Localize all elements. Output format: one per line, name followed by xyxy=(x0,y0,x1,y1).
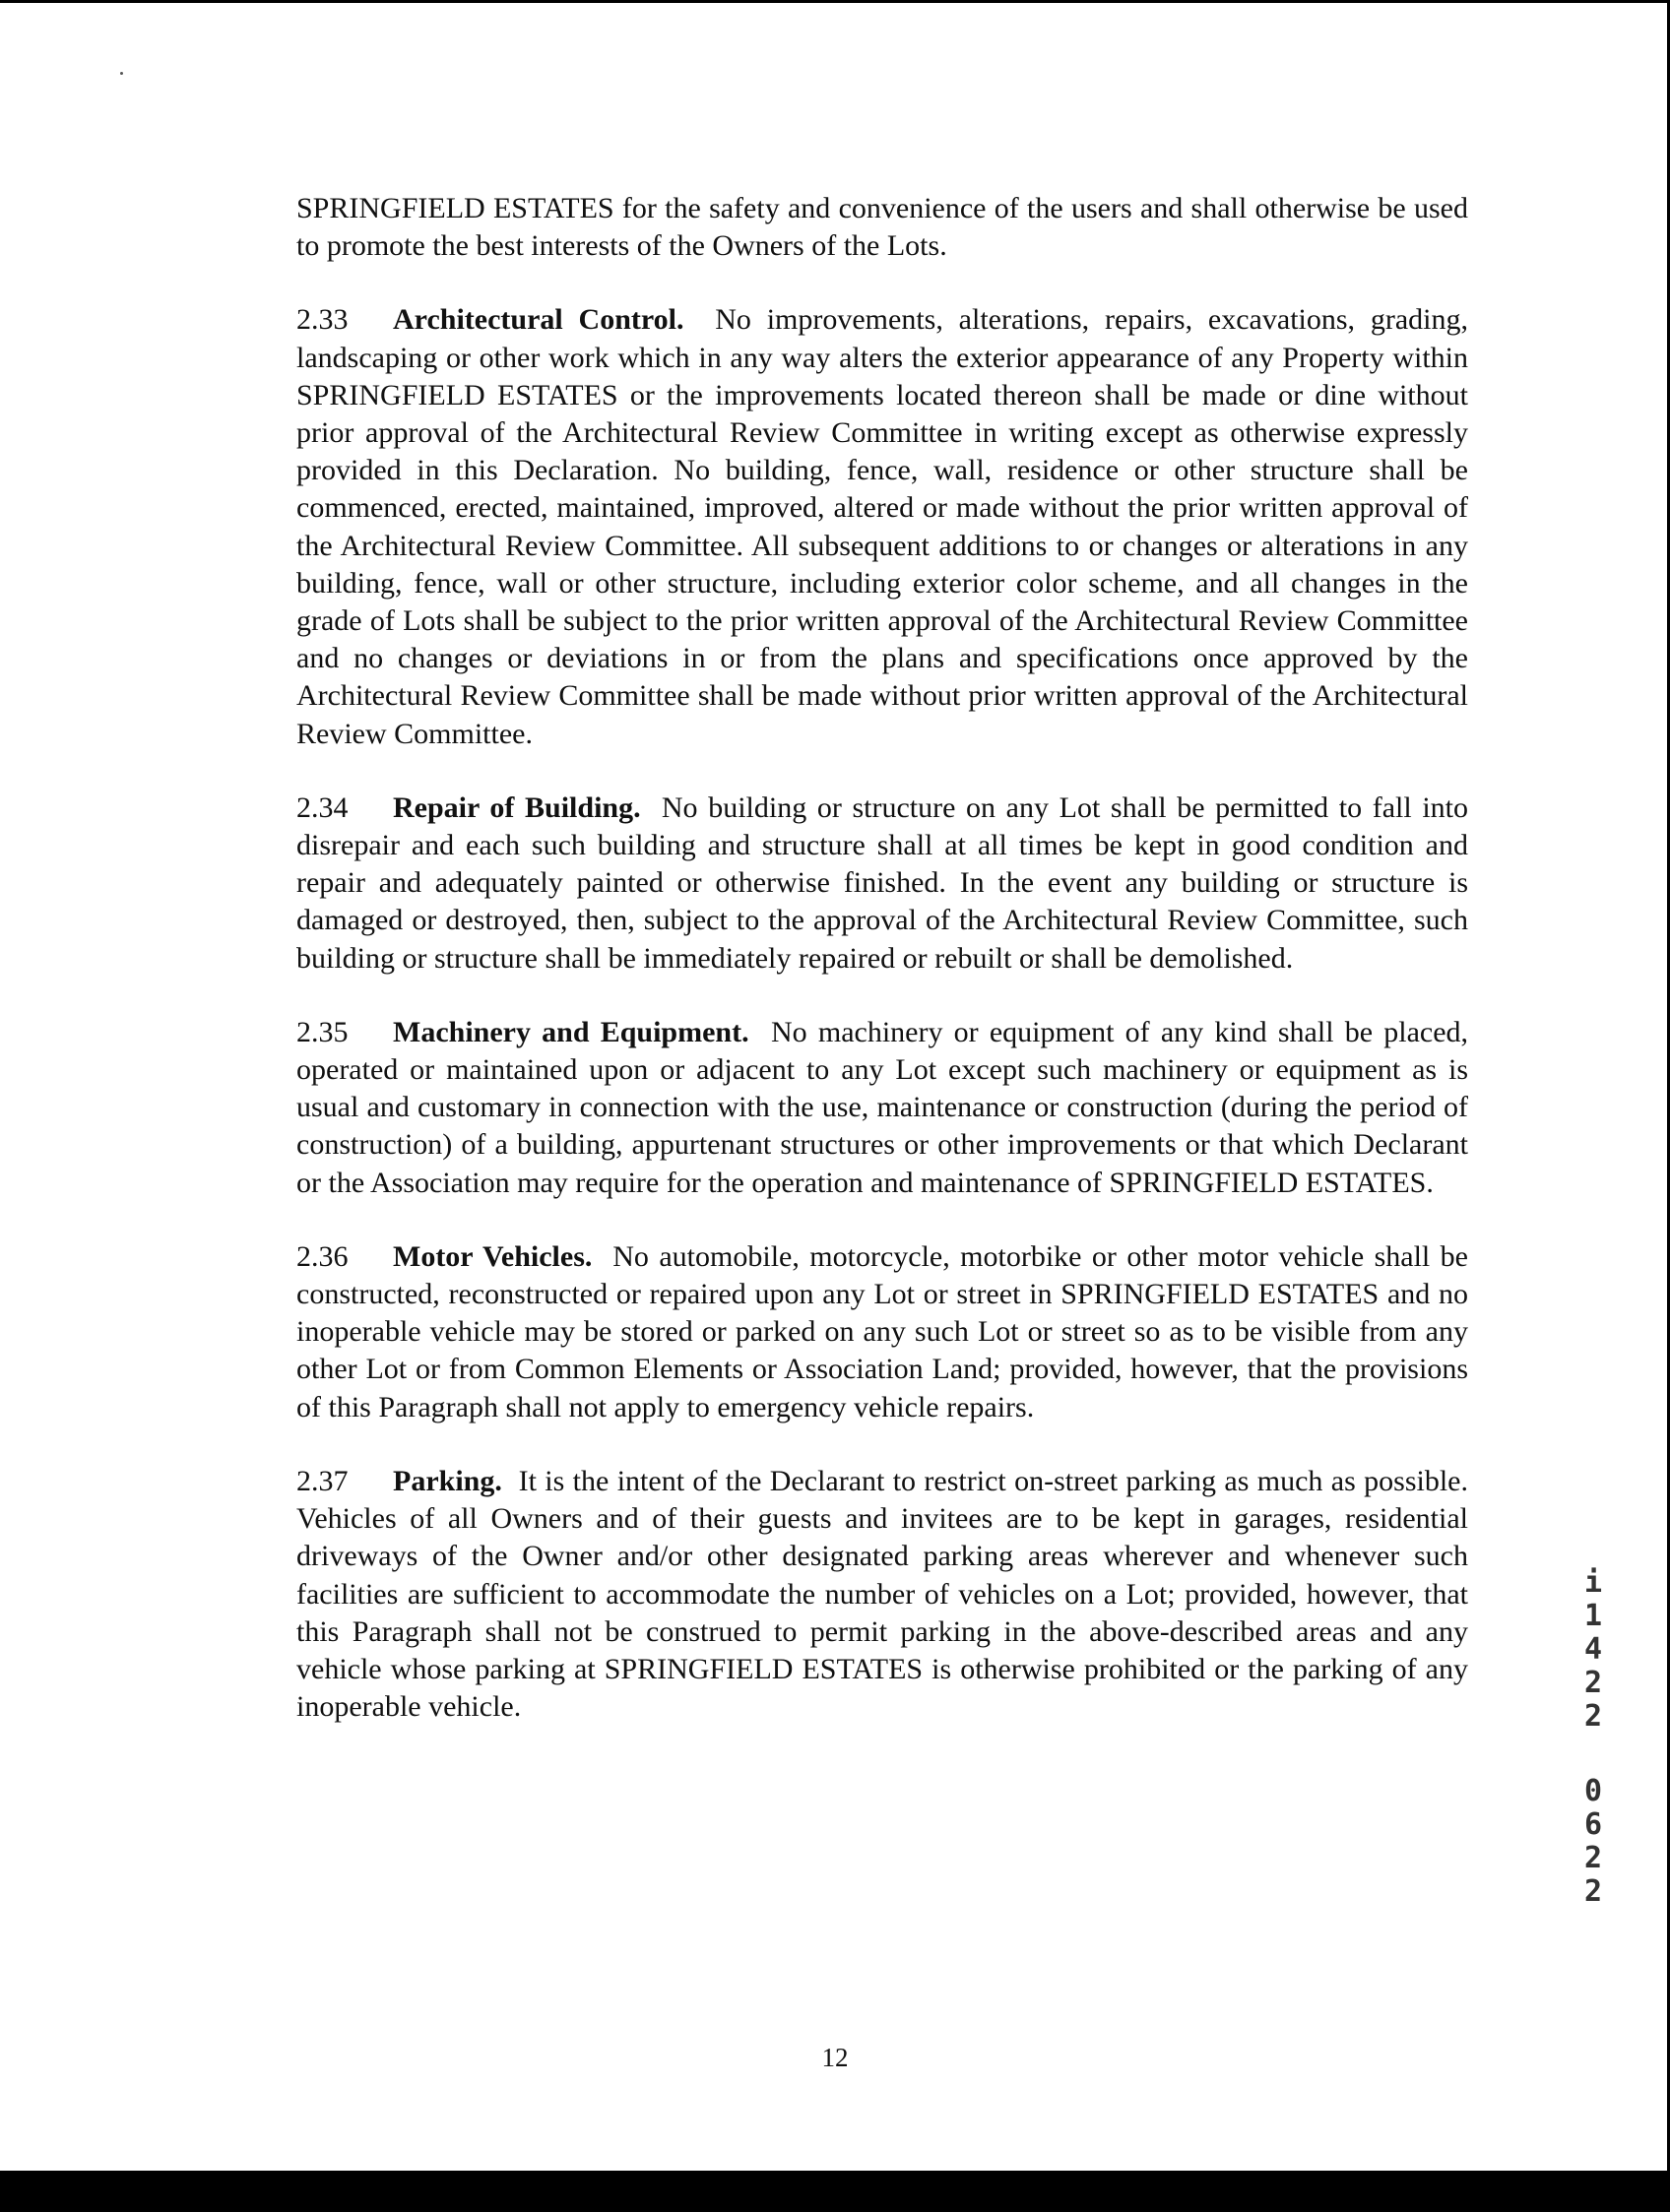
stamp-char: 2 xyxy=(1583,1874,1603,1909)
section-2-33 xyxy=(296,301,1468,752)
margin-book-page-stamp xyxy=(1574,1566,1613,1909)
stamp-char: 2 xyxy=(1583,1666,1603,1700)
stamp-char: 1 xyxy=(1583,1599,1603,1633)
section-text: No building or structure on any Lot shall be permitted to fall into disrepair and each such building and structure shall at all times be kept in good condition and repair and adequately painted or otherwise finished. In the event any building or structure is damaged or destroyed, then, subject to the approval of the Architectural Review Committee, such building or structure shall be immediately repaired or rebuilt or shall be demolished. xyxy=(296,790,1469,975)
section-title: Motor Vehicles. xyxy=(393,1239,593,1273)
section-title: Architectural Control. xyxy=(393,303,684,337)
section-title: Parking. xyxy=(393,1464,502,1497)
section-2-36 xyxy=(296,1238,1468,1426)
stamp-char: 6 xyxy=(1583,1807,1603,1842)
scan-speck xyxy=(120,72,123,75)
stamp-group-book xyxy=(1574,1566,1613,1734)
section-number: 2.34 xyxy=(296,790,349,824)
section-2-37 xyxy=(296,1463,1468,1726)
stamp-char: 4 xyxy=(1583,1632,1603,1667)
section-text: No machinery or equipment of any kind shall be placed, operated or maintained upon or adjacent to any Lot except such machinery or equipment as is usual and customary in connection with the use, maintenance or construction (during the period of construction) of a building, appurtenant structures or other improvements or that which Declarant or the Association may require for the operation and maintenance of SPRINGFIELD ESTATES. xyxy=(296,1015,1469,1199)
stamp-char: 2 xyxy=(1583,1841,1603,1875)
section-text: No automobile, motorcycle, motorbike or other motor vehicle shall be constructed, reconstructed or repaired upon any Lot or street in SPRINGFIELD ESTATES and no inoperable vehicle may be stored or parked on any such Lot or street so as to be visible from any other Lot or from Common Elements or Association Land; provided, however, that the provisions of this Paragraph shall not apply to emergency vehicle repairs. xyxy=(296,1239,1468,1423)
section-text: It is the intent of the Declarant to restrict on-street parking as much as possible. Vehicles of all Owners and of their guests and invitees are to be kept in garages, residential driveways of the Owner and/or other designated parking areas wherever and whenever such facilities are sufficient to accommodate the number of vehicles on a Lot; provided, however, that this Paragraph shall not be construed to permit parking in the above-described areas and any vehicle whose parking at SPRINGFIELD ESTATES is otherwise prohibited or the parking of any inoperable vehicle. xyxy=(296,1464,1468,1724)
section-number: 2.33 xyxy=(296,303,349,337)
stamp-group-page xyxy=(1574,1775,1613,1909)
stamp-char: 0 xyxy=(1583,1774,1603,1808)
section-title: Machinery and Equipment. xyxy=(393,1015,749,1048)
section-number: 2.37 xyxy=(296,1464,349,1497)
stamp-char: i xyxy=(1583,1565,1603,1600)
page-number: 12 xyxy=(821,2043,849,2072)
stamp-char: 2 xyxy=(1583,1699,1603,1734)
section-number: 2.35 xyxy=(296,1015,349,1048)
section-2-35 xyxy=(296,1014,1468,1202)
section-title: Repair of Building. xyxy=(393,790,641,824)
section-text: No improvements, alterations, repairs, excavations, grading, landscaping or other work which in any way alters the exterior appearance of any Property within SPRINGFIELD ESTATES or the improvements located thereon shall be made or dine without prior approval of the Architectural Review Committee in writing except as otherwise expressly provided in this Declaration. No building, fence, wall, residence or other structure shall be commenced, erected, maintained, improved, altered or made without the prior written approval of the Architectural Review Committee. All subsequent additions to or changes or alterations in any building, fence, wall or other structure, including exterior color scheme, and all changes in the grade of Lots shall be subject to the prior written approval of the Architectural Review Committee and no changes or deviations in or from the plans and specifications once approved by the Architectural Review Committee shall be made without prior written approval of the Architectural Review Committee. xyxy=(296,303,1469,750)
document-body xyxy=(296,190,1468,1762)
intro-paragraph: SPRINGFIELD ESTATES for the safety and convenience of the users and shall otherwise be used to promote the best interests of the Owners of the Lots. xyxy=(296,192,1468,263)
section-2-34 xyxy=(296,790,1468,978)
scan-bottom-border xyxy=(0,2171,1670,2212)
section-number: 2.36 xyxy=(296,1239,349,1273)
